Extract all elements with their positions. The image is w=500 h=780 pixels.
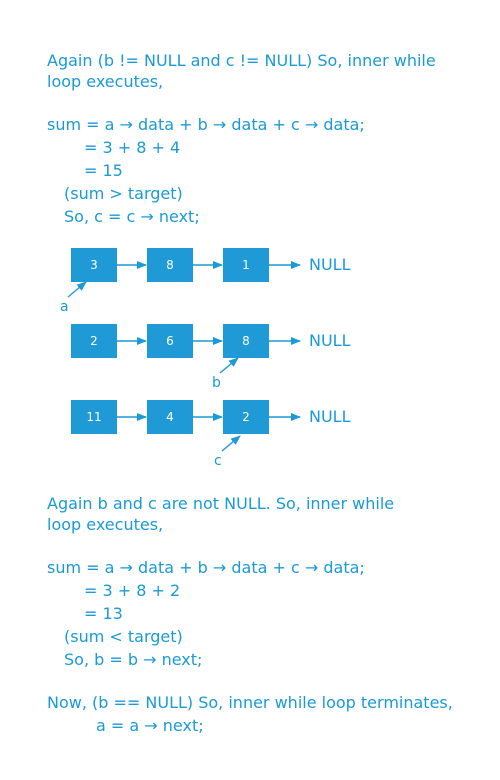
step2-intro-line2: loop executes,	[47, 515, 164, 534]
step1-calc-line1: = 3 + 8 + 4	[84, 138, 181, 157]
step2-calc-line2: = 13	[84, 604, 123, 623]
pointer-a-arrow	[68, 282, 86, 297]
step1-formula: sum = a → data + b → data + c → data;	[47, 115, 365, 134]
list3-null-label: NULL	[309, 407, 351, 426]
step2-calc-line1: = 3 + 8 + 2	[84, 581, 181, 600]
list1-node-3: 1	[223, 248, 269, 282]
list3-node-1: 11	[71, 400, 117, 434]
list3-node-3: 2	[223, 400, 269, 434]
pointer-c-label: c	[214, 453, 222, 469]
list1-node-2: 8	[147, 248, 193, 282]
pointer-b-arrow	[220, 358, 238, 373]
pointer-c-arrow	[222, 436, 240, 451]
pointer-b-label: b	[212, 375, 221, 391]
list1-node-1: 3	[71, 248, 117, 282]
step2-intro-line1: Again b and c are not NULL. So, inner while	[47, 494, 395, 513]
step1-intro-line2: loop executes,	[47, 72, 164, 91]
pointer-a-label: a	[60, 299, 69, 315]
step2-condition: (sum < target)	[64, 627, 183, 646]
step2-formula: sum = a → data + b → data + c → data;	[47, 558, 365, 577]
step1-intro-line1: Again (b != NULL and c != NULL) So, inner while	[47, 51, 436, 70]
step3-line: Now, (b == NULL) So, inner while loop terminates,	[47, 693, 453, 712]
step3-action: a = a → next;	[96, 716, 204, 735]
list3-node-2: 4	[147, 400, 193, 434]
list2-node-1: 2	[71, 324, 117, 358]
list1-null-label: NULL	[309, 255, 351, 274]
step1-calc-line2: = 15	[84, 161, 123, 180]
list2-node-3: 8	[223, 324, 269, 358]
step1-condition: (sum > target)	[64, 184, 183, 203]
step2-action: So, b = b → next;	[64, 650, 203, 669]
list2-null-label: NULL	[309, 331, 351, 350]
step1-action: So, c = c → next;	[64, 207, 200, 226]
list2-node-2: 6	[147, 324, 193, 358]
